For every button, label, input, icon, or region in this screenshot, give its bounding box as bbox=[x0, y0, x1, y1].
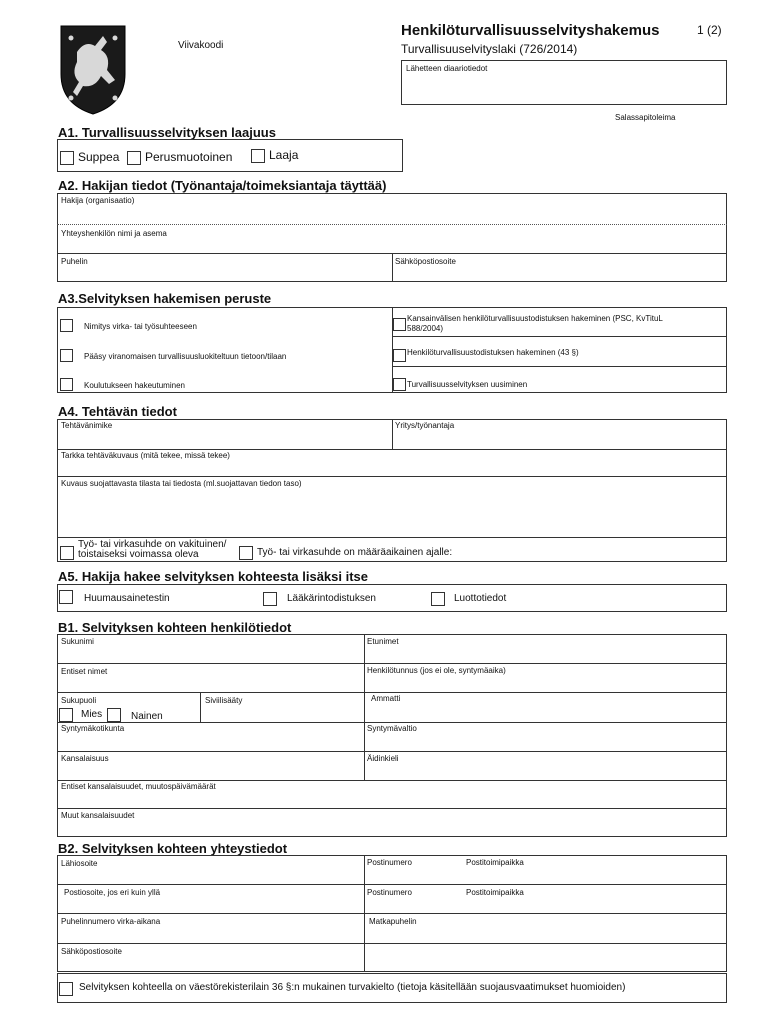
a3-kansainvalinen-checkbox[interactable] bbox=[393, 318, 406, 331]
b2-turvakielto-checkbox[interactable] bbox=[59, 982, 73, 996]
a4-kuvaus-label: Kuvaus suojattavasta tilasta tai tiedosta (ml.suojattavan tiedon taso) bbox=[61, 479, 302, 488]
b2-turvakielto-label: Selvityksen kohteella on väestörekisterilain 36 §:n mukainen turvakielto (tietoja käsitellään suojausvaatimukset huomioiden) bbox=[79, 982, 626, 993]
b1-nainen-label: Nainen bbox=[131, 711, 163, 722]
b1-ammatti-label: Ammatti bbox=[371, 694, 401, 703]
a5-luotto-label: Luottotiedot bbox=[454, 593, 507, 604]
form-title: Henkilöturvallisuusselvityshakemus bbox=[401, 22, 660, 39]
b1-siviili-label: Siviilisääty bbox=[205, 696, 243, 705]
confidentiality-stamp-label: Salassapitoleima bbox=[615, 113, 676, 122]
a2-email-label: Sähköpostiosoite bbox=[395, 257, 456, 266]
a1-laaja-checkbox[interactable] bbox=[251, 149, 265, 163]
a3-htt-label: Henkilöturvallisuustodistuksen hakeminen (43 §) bbox=[407, 348, 579, 357]
b2-sahkoposti-label: Sähköpostiosoite bbox=[61, 947, 122, 956]
b1-mies-checkbox[interactable] bbox=[59, 708, 73, 722]
a2-hakija-label: Hakija (organisaatio) bbox=[61, 196, 135, 205]
a4-nimike-label: Tehtävänimike bbox=[61, 421, 113, 430]
a5-luotto-checkbox[interactable] bbox=[431, 592, 445, 606]
section-a5-heading: A5. Hakija hakee selvityksen kohteesta lisäksi itse bbox=[58, 569, 369, 584]
section-a2-heading: A2. Hakijan tiedot (Työnantaja/toimeksiantaja täyttää) bbox=[58, 178, 387, 193]
b1-entkans-label: Entiset kansalaisuudet, muutospäivämäärät bbox=[61, 782, 216, 791]
b1-sukunimi-label: Sukunimi bbox=[61, 637, 94, 646]
b2-postiosoite-label: Postiosoite, jos eri kuin yllä bbox=[64, 888, 161, 897]
a3-koulutus-checkbox[interactable] bbox=[60, 378, 73, 391]
b1-kansalaisuus-label: Kansalaisuus bbox=[61, 754, 109, 763]
a5-huume-label: Huumausainetestin bbox=[84, 593, 170, 604]
a3-koulutus-label: Koulutukseen hakeutuminen bbox=[84, 381, 185, 390]
b1-kotikunta-label: Syntymäkotikunta bbox=[61, 724, 125, 733]
a1-suppea-label: Suppea bbox=[78, 150, 120, 164]
a4-maaraaikainen-checkbox[interactable] bbox=[239, 546, 253, 560]
b1-entiset-label: Entiset nimet bbox=[61, 667, 108, 676]
b2-postitoimipaikka2-label: Postitoimipaikka bbox=[466, 888, 524, 897]
b2-postitoimipaikka-label: Postitoimipaikka bbox=[466, 858, 524, 867]
section-a3-heading: A3.Selvityksen hakemisen peruste bbox=[58, 291, 272, 306]
a4-tarkka-label: Tarkka tehtäväkuvaus (mitä tekee, missä tekee) bbox=[61, 451, 230, 460]
a4-vakituinen-label: Työ- tai virkasuhde on vakituinen/ toistaiseksi voimassa oleva bbox=[78, 539, 227, 560]
diary-info-label: Lähetteen diaariotiedot bbox=[406, 64, 488, 73]
a5-laakari-checkbox[interactable] bbox=[263, 592, 277, 606]
a3-uusiminen-checkbox[interactable] bbox=[393, 378, 406, 391]
a1-perusmuotoinen-checkbox[interactable] bbox=[127, 151, 141, 165]
section-a4-heading: A4. Tehtävän tiedot bbox=[58, 404, 177, 419]
diary-info-field[interactable] bbox=[401, 60, 727, 105]
a1-laaja-label: Laaja bbox=[269, 148, 299, 162]
a3-uusiminen-label: Turvallisuusselvityksen uusiminen bbox=[407, 380, 528, 389]
section-b1-heading: B1. Selvityksen kohteen henkilötiedot bbox=[58, 620, 292, 635]
section-b2-heading: B2. Selvityksen kohteen yhteystiedot bbox=[58, 841, 288, 856]
a3-paasy-label: Pääsy viranomaisen turvallisuusluokiteltuun tietoon/tilaan bbox=[84, 352, 287, 361]
b1-sukupuoli-label: Sukupuoli bbox=[61, 696, 97, 705]
b1-etunimet-label: Etunimet bbox=[367, 637, 399, 646]
b1-nainen-checkbox[interactable] bbox=[107, 708, 121, 722]
coat-of-arms-icon bbox=[57, 22, 129, 116]
b2-postinumero2-label: Postinumero bbox=[367, 888, 412, 897]
section-a1-heading: A1. Turvallisuusselvityksen laajuus bbox=[58, 125, 276, 140]
b1-mies-label: Mies bbox=[81, 709, 103, 720]
a2-yhteys-label: Yhteyshenkilön nimi ja asema bbox=[61, 229, 167, 238]
a5-laakari-label: Lääkärintodistuksen bbox=[287, 593, 376, 604]
a3-kansainvalinen-label: Kansainvälisen henkilöturvallisuustodistuksen hakeminen (PSC, KvTituL 588/2004) bbox=[407, 314, 663, 333]
barcode-label: Viivakoodi bbox=[178, 40, 224, 51]
b1-valtio-label: Syntymävaltio bbox=[367, 724, 417, 733]
b1-hetu-label: Henkilötunnus (jos ei ole, syntymäaika) bbox=[367, 666, 506, 675]
b1-muut-label: Muut kansalaisuudet bbox=[61, 811, 135, 820]
a4-yritys-label: Yritys/työnantaja bbox=[395, 421, 455, 430]
a3-paasy-checkbox[interactable] bbox=[60, 349, 73, 362]
a4-maaraaikainen-label: Työ- tai virkasuhde on määräaikainen ajalle: bbox=[257, 547, 453, 558]
b1-box bbox=[57, 634, 727, 837]
a1-suppea-checkbox[interactable] bbox=[60, 151, 74, 165]
a1-perusmuotoinen-label: Perusmuotoinen bbox=[145, 150, 233, 164]
a4-vakituinen-checkbox[interactable] bbox=[60, 546, 74, 560]
a3-htt-checkbox[interactable] bbox=[393, 349, 406, 362]
b2-puhelin-label: Puhelinnumero virka-aikana bbox=[61, 917, 161, 926]
law-reference: Turvallisuuselvityslaki (726/2014) bbox=[401, 42, 578, 56]
a3-nimitys-label: Nimitys virka- tai työsuhteeseen bbox=[84, 322, 197, 331]
b2-lahiosoite-label: Lähiosoite bbox=[61, 859, 98, 868]
a5-huume-checkbox[interactable] bbox=[59, 590, 73, 604]
a2-puhelin-label: Puhelin bbox=[61, 257, 88, 266]
b1-aidinkieli-label: Äidinkieli bbox=[367, 754, 399, 763]
b2-postinumero-label: Postinumero bbox=[367, 858, 412, 867]
a3-nimitys-checkbox[interactable] bbox=[60, 319, 73, 332]
page-number: 1 (2) bbox=[697, 23, 722, 37]
b2-matkapuhelin-label: Matkapuhelin bbox=[369, 917, 417, 926]
